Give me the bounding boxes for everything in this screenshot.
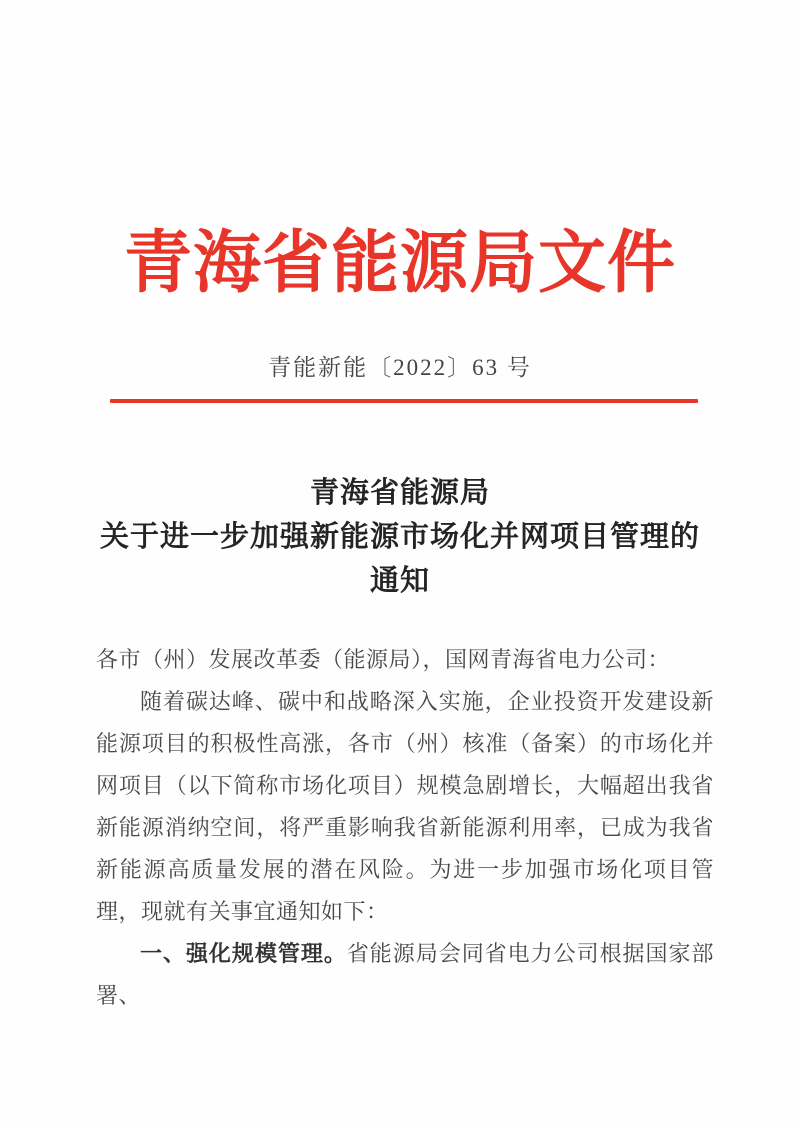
letterhead-title: 青海省能源局文件 — [123, 225, 676, 301]
paragraph-intro: 随着碳达峰、碳中和战略深入实施，企业投资开发建设新能源项目的积极性高涨，各市（州）核准（备案）的市场化并网项目（以下简称市场化项目）规模急剧增长，大幅超出我省新能源消纳空间，将严重影响我省新能源利用率，已成为我省新能源高质量发展的潜在风险。为进一步加强市场化项目管理，现就有关事宜通知如下： — [96, 688, 714, 924]
letterhead-divider-line — [110, 399, 698, 403]
paragraph-section-1 — [96, 933, 714, 1017]
document-title-line-3: 通知 — [369, 564, 430, 597]
document-body — [96, 639, 714, 1017]
salutation-line: 各市（州）发展改革委（能源局），国网青海省电力公司： — [96, 646, 671, 672]
section-1-heading: 一、强化规模管理。 — [140, 940, 347, 966]
document-number: 青能新能〔2022〕63 号 — [268, 354, 532, 380]
document-title-line-1: 青海省能源局 — [309, 476, 490, 509]
document-title — [0, 471, 800, 603]
section-1-text: 省能源局会同省电力公司根据国家部署、 — [96, 940, 714, 1008]
document-title-line-2: 关于进一步加强新能源市场化并网项目管理的 — [99, 520, 700, 553]
